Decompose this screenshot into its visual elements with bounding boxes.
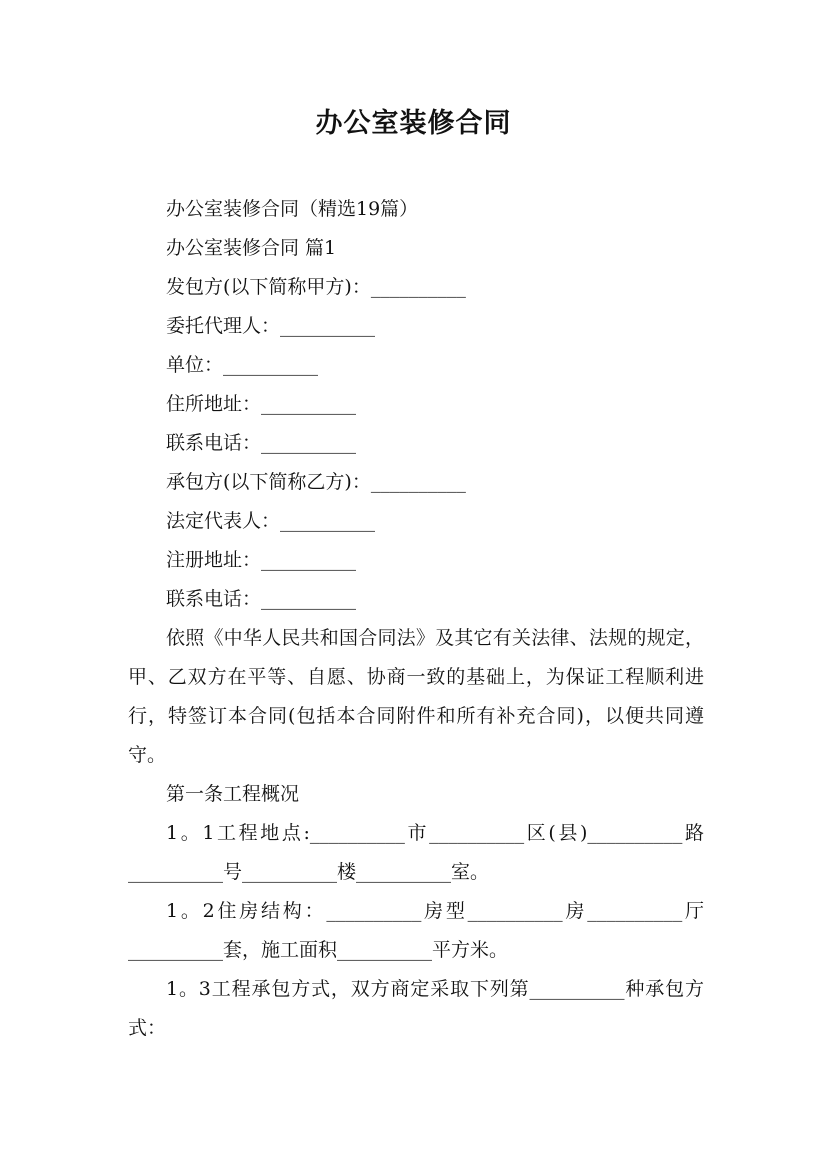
phone-line-a: 联系电话：__________ bbox=[166, 432, 357, 454]
phone-line-b: 联系电话：__________ bbox=[166, 588, 357, 610]
document-title: 办公室装修合同 bbox=[315, 108, 512, 139]
address-line: 住所地址：__________ bbox=[166, 393, 357, 415]
party-b-line: 承包方(以下简称乙方)：__________ bbox=[166, 471, 466, 493]
unit-line: 单位：__________ bbox=[166, 354, 319, 376]
clause-1-3: 1。3工程承包方式，双方商定采取下列第__________种承包方式： bbox=[128, 978, 704, 1039]
clause-1-1: 1。1工程地点:__________市__________区(县)__________路__________号__________楼__________室。 bbox=[128, 822, 704, 883]
legal-rep-line: 法定代表人：__________ bbox=[166, 510, 376, 532]
document-body bbox=[128, 190, 704, 1048]
party-a-line: 发包方(以下简称甲方)：__________ bbox=[166, 276, 466, 298]
preamble-paragraph: 依照《中华人民共和国合同法》及其它有关法律、法规的规定，甲、乙双方在平等、自愿、协商一致的基础上，为保证工程顺利进行，特签订本合同(包括本合同附件和所有补充合同)，以便共同遵守。 bbox=[128, 627, 704, 766]
reg-address-line: 注册地址：__________ bbox=[166, 549, 357, 571]
subtitle-line: 办公室装修合同（精选19篇） bbox=[166, 198, 419, 220]
agent-line: 委托代理人：__________ bbox=[166, 315, 376, 337]
section-heading: 办公室装修合同 篇1 bbox=[166, 237, 337, 259]
article-1-heading: 第一条工程概况 bbox=[166, 783, 300, 805]
clause-1-2: 1。2住房结构：__________房型__________房__________厅__________套，施工面积__________平方米。 bbox=[128, 900, 704, 961]
